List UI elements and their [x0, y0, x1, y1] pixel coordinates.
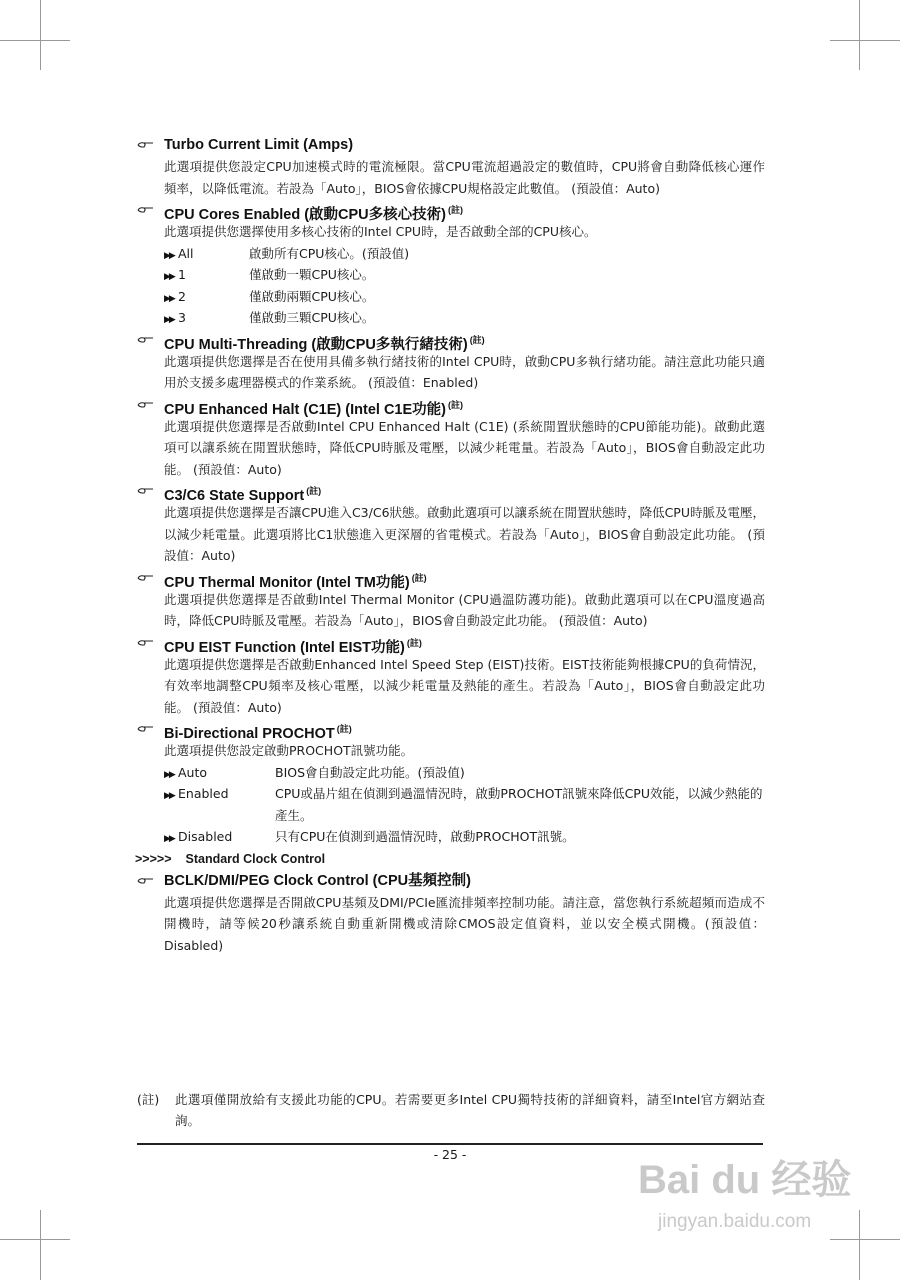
- note-mark: (註): [447, 399, 463, 410]
- note-mark: (註): [336, 724, 352, 734]
- double-arrow-icon: ▶▶: [164, 834, 174, 844]
- setting-heading: [137, 632, 765, 654]
- crop-mark: [0, 40, 70, 41]
- double-arrow-icon: ▶▶: [164, 272, 174, 282]
- option-row: [137, 243, 765, 265]
- setting-cpu-eist-function: [137, 632, 765, 719]
- setting-description: 此選項提供您選擇使用多核心技術的Intel CPU時，是否啟動全部的CPU核心。: [164, 224, 597, 239]
- setting-description: 此選項提供您選擇是否啟動Intel CPU Enhanced Halt (C1E) (系統閒置狀態時的CPU節能功能)。啟動此選項可以讓系統在閒置狀態時，降低CPU時脈及電壓，以減少耗電量。若設為「Auto」，BIOS會自動設定此功能。 (預設值：Auto): [164, 418, 765, 477]
- pointing-hand-icon: [137, 486, 155, 496]
- watermark-url: jingyan.baidu.com: [658, 1211, 812, 1232]
- setting-bi-directional-prochot: [137, 718, 765, 848]
- option-value: 僅啟動三顆CPU核心。: [249, 310, 375, 325]
- setting-heading: [137, 134, 765, 156]
- setting-bclk-dmi-peg-clock-control: [137, 870, 765, 957]
- pointing-hand-icon: [137, 140, 155, 150]
- watermark-logo: Bai du 经验: [638, 1158, 852, 1202]
- option-row: [137, 286, 765, 308]
- option-name: 1: [178, 267, 186, 282]
- setting-c3-c6-state-support: [137, 480, 765, 567]
- option-name: Disabled: [178, 829, 233, 844]
- setting-description: 此選項提供您選擇是否在使用具備多執行緒技術的Intel CPU時，啟動CPU多執行緒功能。請注意此功能只適用於支援多處理器模式的作業系統。 (預設值：Enabled): [164, 353, 765, 390]
- option-value: 啟動所有CPU核心。(預設值): [249, 245, 410, 261]
- pointing-hand-icon: [137, 638, 155, 648]
- setting-cpu-cores-enabled: [137, 199, 765, 329]
- footnote: [137, 1089, 765, 1131]
- footnote-label: (註): [137, 1092, 160, 1107]
- setting-heading: [137, 718, 765, 740]
- setting-heading: [137, 480, 765, 502]
- footnote-text: 此選項僅開放給有支援此功能的CPU。若需要更多Intel CPU獨特技術的詳細資料，請至Intel官方網站查詢。: [175, 1092, 765, 1128]
- option-row: [137, 762, 765, 784]
- setting-title: CPU Multi-Threading (啟動CPU多執行緒技術): [164, 336, 468, 353]
- pointing-hand-icon: [137, 573, 155, 583]
- option-name: 3: [178, 310, 186, 325]
- option-row: [137, 307, 765, 329]
- setting-heading: [137, 870, 765, 892]
- crop-mark: [40, 1210, 41, 1280]
- crop-mark: [0, 1239, 70, 1240]
- double-arrow-icon: ▶▶: [164, 769, 174, 780]
- setting-title: CPU EIST Function (Intel EIST功能): [164, 639, 405, 656]
- crop-mark: [40, 0, 41, 70]
- setting-description: 此選項提供您選擇是否啟動Intel Thermal Monitor (CPU過溫防護功能)。啟動此選項可以在CPU溫度過高時，降低CPU時脈及電壓。若設為「Auto」，BIOS會自動設定此功能。 (預設值：Auto): [164, 591, 765, 628]
- setting-description: 此選項提供您選擇是否讓CPU進入C3/C6狀態。啟動此選項可以讓系統在閒置狀態時，降低CPU時脈及電壓，以減少耗電量。此選項將比C1狀態進入更深層的省電模式。若設為「Auto」，BIOS會自動設定此功能。 (預設值：Auto): [164, 505, 765, 563]
- option-value: CPU或晶片組在偵測到過溫情況時，啟動PROCHOT訊號來降低CPU效能，以減少熱能的產生。: [275, 786, 763, 823]
- double-arrow-icon: ▶▶: [164, 315, 174, 325]
- option-value: 僅啟動兩顆CPU核心。: [249, 288, 375, 304]
- option-value: 僅啟動一顆CPU核心。: [249, 267, 375, 282]
- manual-content: [137, 134, 765, 956]
- crop-mark: [859, 0, 860, 70]
- setting-heading: [137, 567, 765, 589]
- note-mark: (註): [447, 205, 463, 215]
- option-row: [137, 826, 765, 848]
- double-arrow-icon: ▶▶: [164, 250, 174, 261]
- setting-title: CPU Thermal Monitor (Intel TM功能): [164, 574, 410, 591]
- setting-title: CPU Cores Enabled (啟動CPU多核心技術): [164, 206, 446, 223]
- note-mark: (註): [411, 572, 427, 583]
- option-name: All: [178, 245, 194, 261]
- setting-cpu-thermal-monitor: [137, 567, 765, 632]
- setting-heading: [137, 329, 765, 351]
- option-name: 2: [178, 288, 186, 304]
- setting-heading: [137, 199, 765, 221]
- setting-turbo-current-limit: [137, 134, 765, 199]
- setting-cpu-multi-threading: [137, 329, 765, 394]
- double-arrow-icon: ▶▶: [164, 293, 174, 304]
- note-mark: (註): [306, 486, 322, 496]
- pointing-hand-icon: [137, 876, 155, 886]
- setting-heading: [137, 394, 765, 416]
- pointing-hand-icon: [137, 335, 155, 345]
- footer-rule: [137, 1143, 763, 1145]
- option-value: 只有CPU在偵測到過溫情況時，啟動PROCHOT訊號。: [275, 829, 575, 844]
- setting-title: Turbo Current Limit (Amps): [164, 137, 354, 153]
- setting-title: BCLK/DMI/PEG Clock Control (CPU基頻控制): [164, 872, 471, 889]
- double-arrow-icon: ▶▶: [164, 791, 174, 801]
- page-number: - 25 -: [433, 1147, 467, 1162]
- setting-cpu-enhanced-halt: [137, 394, 765, 481]
- setting-description: 此選項提供您選擇是否啟動Enhanced Intel Speed Step (EIST)技術。EIST技術能夠根據CPU的負荷情況，有效率地調整CPU頻率及核心電壓，以減少耗電量及熱能的產生。若設為「Auto」，BIOS會自動設定此功能。 (預設值：Auto): [164, 656, 765, 715]
- pointing-hand-icon: [137, 724, 155, 734]
- option-name: Auto: [178, 764, 208, 780]
- setting-description: 此選項提供您設定啟動PROCHOT訊號功能。: [164, 743, 414, 758]
- section-title: Standard Clock Control: [185, 851, 326, 866]
- pointing-hand-icon: [137, 400, 155, 410]
- setting-title: C3/C6 State Support: [164, 487, 305, 504]
- note-mark: (註): [469, 334, 485, 345]
- setting-title: CPU Enhanced Halt (C1E) (Intel C1E功能): [164, 401, 446, 418]
- setting-description: 此選項提供您選擇是否開啟CPU基頻及DMI/PCIe匯流排頻率控制功能。請注意，當您執行系統超頻而造成不開機時，請等候20秒讓系統自動重新開機或清除CMOS設定值資料，並以安全模式開機。(預設值：Disabled): [164, 894, 765, 953]
- option-name: Enabled: [178, 786, 229, 801]
- section-marker: >>>>>: [135, 851, 172, 866]
- setting-description: 此選項提供您設定CPU加速模式時的電流極限。當CPU電流超過設定的數值時，CPU將會自動降低核心運作頻率，以降低電流。若設為「Auto」，BIOS會依據CPU規格設定此數值。 (預設值：Auto): [164, 159, 765, 196]
- note-mark: (註): [406, 637, 422, 648]
- crop-mark: [830, 40, 900, 41]
- section-heading: [135, 848, 765, 870]
- option-row: [137, 783, 765, 826]
- pointing-hand-icon: [137, 205, 155, 215]
- option-row: [137, 264, 765, 286]
- option-value: BIOS會自動設定此功能。(預設值): [275, 764, 465, 780]
- setting-title: Bi-Directional PROCHOT: [164, 725, 335, 742]
- watermark: [638, 1150, 868, 1270]
